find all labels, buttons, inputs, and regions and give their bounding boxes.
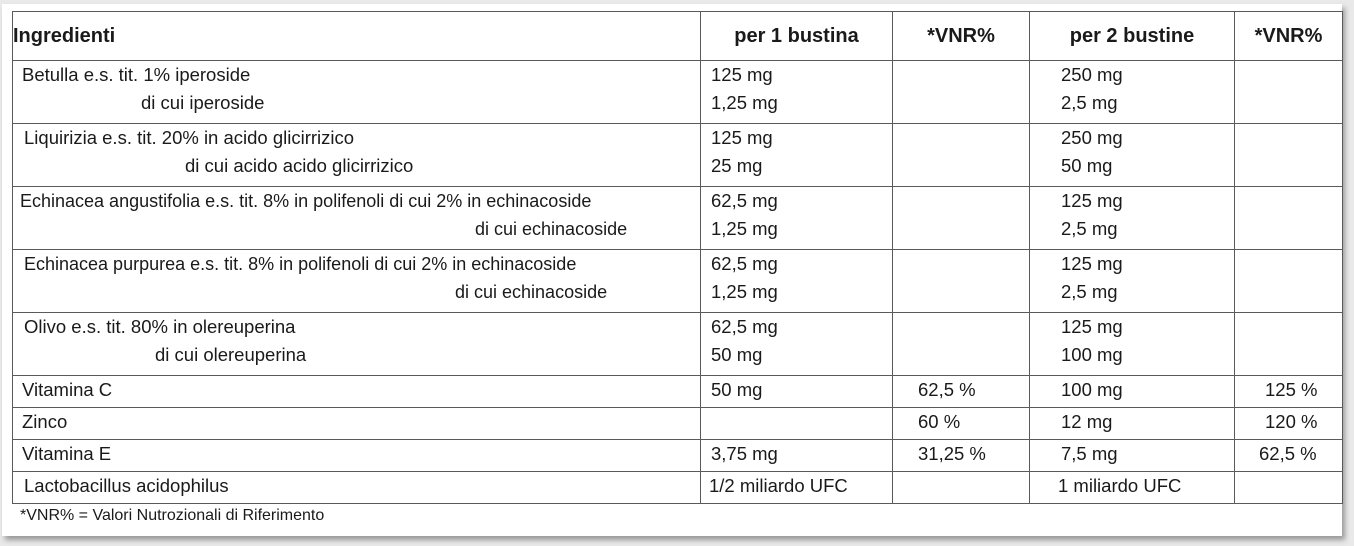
- ingredients-table: [12, 11, 1343, 504]
- ingredient-cell: [13, 376, 701, 408]
- per1-value: 125 mg: [711, 127, 773, 148]
- per2-cell: [1030, 440, 1235, 472]
- vnr2-cell: [1235, 440, 1343, 472]
- ingredient-subname: di cui echinacoside: [475, 219, 628, 239]
- per2-value: 250 mg: [1061, 127, 1123, 148]
- per1-value: 62,5 mg: [711, 316, 778, 337]
- vnr2-cell: [1235, 124, 1343, 187]
- header-ingredients: Ingredienti: [13, 12, 701, 61]
- per2-value: 12 mg: [1061, 411, 1113, 432]
- vnr1-cell: [893, 250, 1030, 313]
- vnr1-value: 60 %: [918, 411, 961, 432]
- ingredient-cell: [13, 124, 701, 187]
- ingredient-cell: [13, 440, 701, 472]
- per1-value: 125 mg: [711, 64, 773, 85]
- vnr1-cell: [893, 313, 1030, 376]
- per1-cell: [701, 472, 893, 504]
- per2-cell: [1030, 408, 1235, 440]
- per1-subvalue: 50 mg: [711, 344, 763, 365]
- ingredient-cell: [13, 187, 701, 250]
- table-row: [13, 408, 1343, 440]
- vnr1-value: 31,25 %: [918, 443, 986, 464]
- ingredient-name: Lactobacillus acidophilus: [24, 475, 229, 496]
- vnr1-cell: [893, 440, 1030, 472]
- per2-value: 125 mg: [1061, 253, 1123, 274]
- per1-value: 62,5 mg: [711, 190, 778, 211]
- ingredient-cell: [13, 61, 701, 124]
- per2-cell: [1030, 124, 1235, 187]
- per2-cell: [1030, 61, 1235, 124]
- vnr1-cell: [893, 408, 1030, 440]
- vnr1-cell: [893, 124, 1030, 187]
- table-row: [13, 472, 1343, 504]
- header-vnr-1: *VNR%: [893, 12, 1030, 61]
- vnr2-cell: [1235, 187, 1343, 250]
- ingredient-name: Olivo e.s. tit. 80% in olereuperina: [24, 316, 296, 337]
- table-row: [13, 376, 1343, 408]
- header-per-2-sachets: per 2 bustine: [1030, 12, 1235, 61]
- ingredient-name: Zinco: [22, 411, 68, 432]
- ingredient-subname: di cui echinacoside: [455, 282, 608, 302]
- per1-cell: [701, 61, 893, 124]
- per2-cell: [1030, 376, 1235, 408]
- vnr1-cell: [893, 187, 1030, 250]
- per1-cell: [701, 440, 893, 472]
- ingredient-name: Betulla e.s. tit. 1% iperoside: [22, 64, 251, 85]
- per2-subvalue: 2,5 mg: [1061, 92, 1118, 113]
- ingredient-name: Echinacea angustifolia e.s. tit. 8% in polifenoli di cui 2% in echinacoside: [20, 191, 592, 211]
- nutrition-card: [2, 4, 1342, 536]
- per1-cell: [701, 124, 893, 187]
- table-row: [13, 313, 1343, 376]
- vnr2-cell: [1235, 313, 1343, 376]
- per2-cell: [1030, 250, 1235, 313]
- vnr2-cell: [1235, 61, 1343, 124]
- per1-subvalue: 1,25 mg: [711, 281, 778, 302]
- per1-value: 1/2 miliardo UFC: [709, 475, 848, 496]
- per2-value: 125 mg: [1061, 316, 1123, 337]
- per1-subvalue: 1,25 mg: [711, 92, 778, 113]
- per2-value: 250 mg: [1061, 64, 1123, 85]
- ingredient-name: Liquirizia e.s. tit. 20% in acido glicirrizico: [24, 127, 355, 148]
- per1-value: 50 mg: [711, 379, 763, 400]
- vnr1-value: 62,5 %: [918, 379, 976, 400]
- vnr2-cell: [1235, 250, 1343, 313]
- ingredient-subname: di cui iperoside: [141, 92, 265, 113]
- per2-cell: [1030, 472, 1235, 504]
- ingredient-name: Echinacea purpurea e.s. tit. 8% in polifenoli di cui 2% in echinacoside: [24, 254, 577, 274]
- table-row: [13, 440, 1343, 472]
- per2-subvalue: 100 mg: [1061, 344, 1123, 365]
- per2-subvalue: 2,5 mg: [1061, 218, 1118, 239]
- ingredient-name: Vitamina C: [22, 379, 113, 400]
- per2-subvalue: 2,5 mg: [1061, 281, 1118, 302]
- per1-cell: [701, 408, 893, 440]
- vnr2-cell: [1235, 472, 1343, 504]
- header-vnr-2: *VNR%: [1235, 12, 1343, 61]
- vnr1-cell: [893, 376, 1030, 408]
- per2-value: 1 miliardo UFC: [1058, 475, 1182, 496]
- per2-value: 125 mg: [1061, 190, 1123, 211]
- table-row: [13, 187, 1343, 250]
- per2-subvalue: 50 mg: [1061, 155, 1113, 176]
- vnr2-cell: [1235, 408, 1343, 440]
- ingredient-subname: di cui acido acido glicirrizico: [185, 155, 414, 176]
- header-per-1-sachet: per 1 bustina: [701, 12, 893, 61]
- ingredient-cell: [13, 472, 701, 504]
- per1-value: 62,5 mg: [711, 253, 778, 274]
- per1-cell: [701, 187, 893, 250]
- per2-cell: [1030, 313, 1235, 376]
- per1-value: 3,75 mg: [711, 443, 778, 464]
- vnr2-value: 120 %: [1265, 411, 1318, 432]
- ingredient-cell: [13, 250, 701, 313]
- ingredient-cell: [13, 313, 701, 376]
- per1-cell: [701, 376, 893, 408]
- ingredient-subname: di cui olereuperina: [155, 344, 307, 365]
- vnr2-value: 62,5 %: [1259, 443, 1317, 464]
- table-row: [13, 124, 1343, 187]
- vnr1-cell: [893, 61, 1030, 124]
- table-row: [13, 250, 1343, 313]
- per2-cell: [1030, 187, 1235, 250]
- vnr1-cell: [893, 472, 1030, 504]
- vnr2-cell: [1235, 376, 1343, 408]
- per1-cell: [701, 250, 893, 313]
- per1-subvalue: 1,25 mg: [711, 218, 778, 239]
- footnote: *VNR% = Valori Nutrozionali di Riferimento: [20, 507, 325, 524]
- header-row: [13, 12, 1343, 61]
- ingredient-cell: [13, 408, 701, 440]
- per2-value: 7,5 mg: [1061, 443, 1118, 464]
- table-row: [13, 61, 1343, 124]
- per2-value: 100 mg: [1061, 379, 1123, 400]
- per1-cell: [701, 313, 893, 376]
- per1-subvalue: 25 mg: [711, 155, 763, 176]
- ingredient-name: Vitamina E: [22, 443, 112, 464]
- vnr2-value: 125 %: [1265, 379, 1318, 400]
